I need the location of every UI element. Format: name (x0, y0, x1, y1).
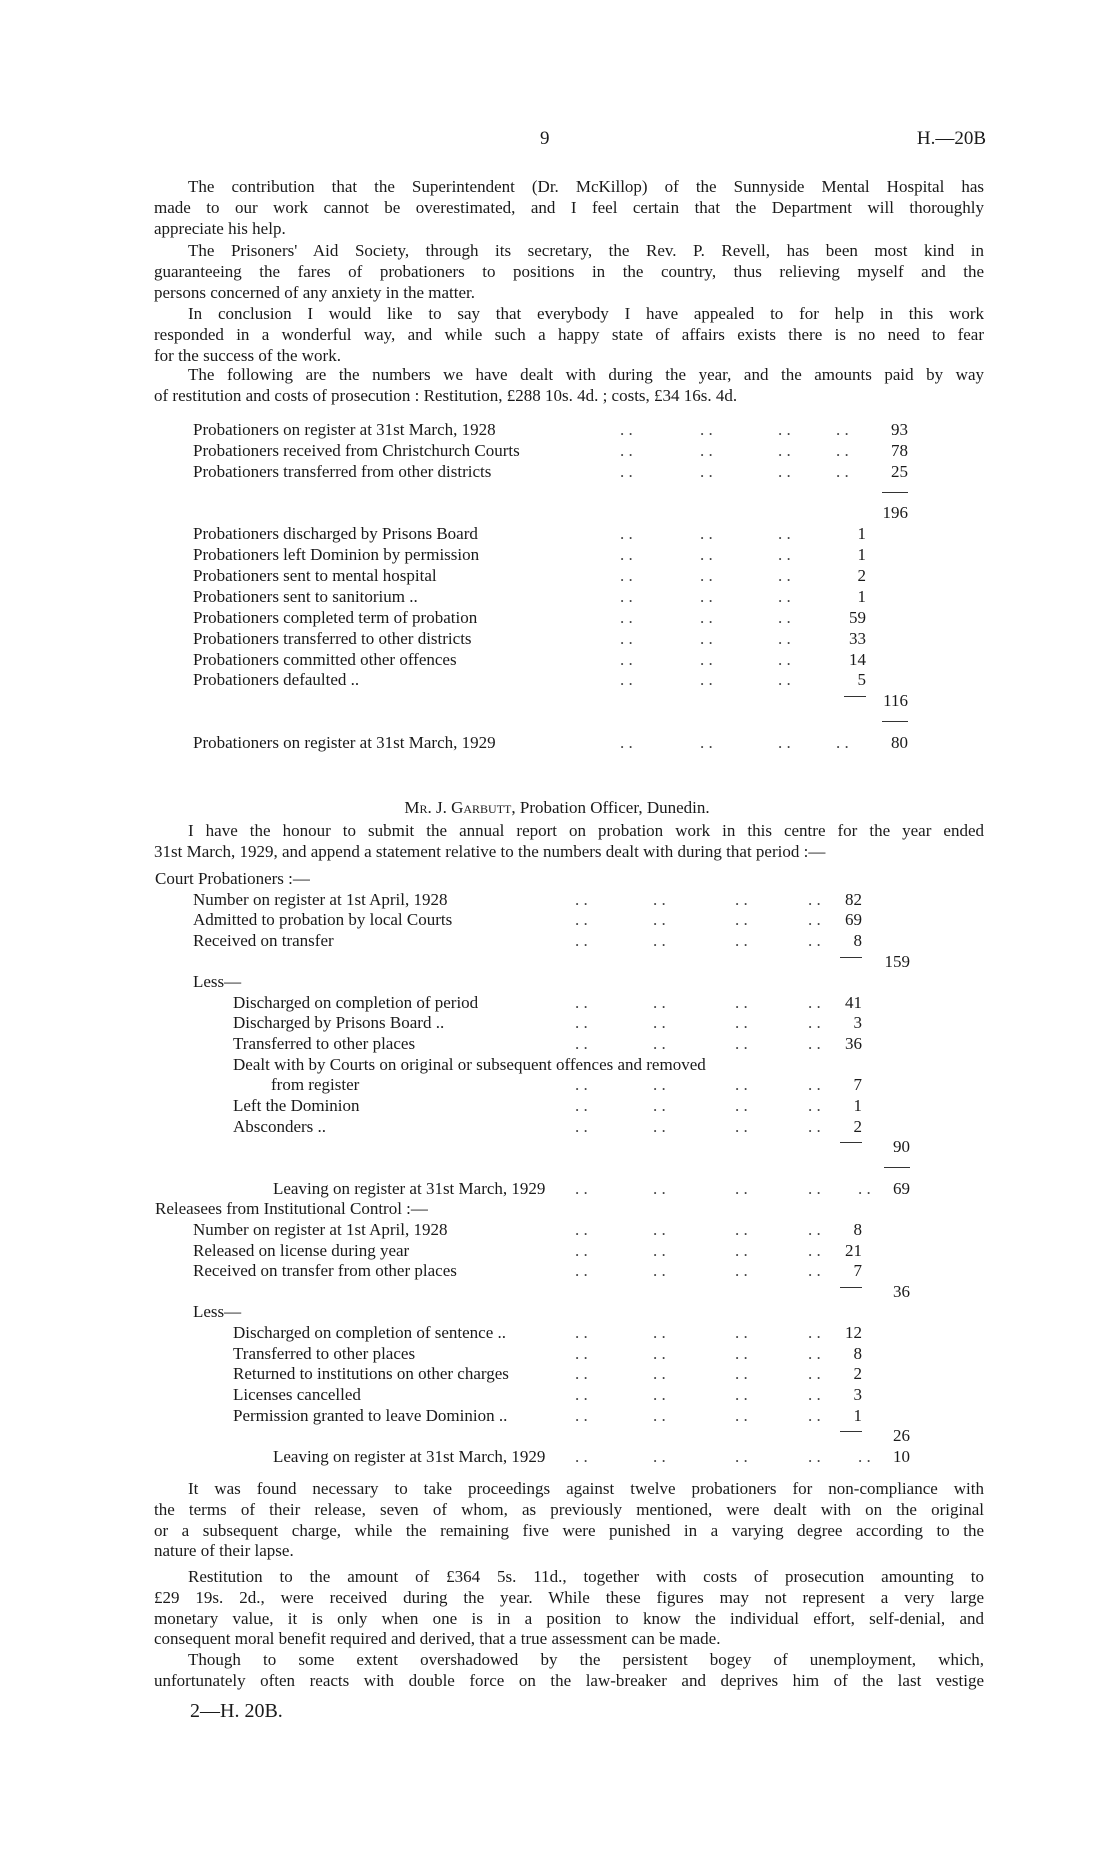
paragraph-line: responded in a wonderful way, and while such a happy state of affairs exists there is no need to fear (154, 324, 984, 344)
value-col2: 159 (884, 951, 910, 971)
table-row (0, 1074, 1114, 1095)
leader-dots: . . (653, 1096, 666, 1116)
leader-dots: . . (808, 1261, 821, 1281)
leader-dots: . . (735, 1385, 748, 1404)
value-col1: 1 (857, 545, 866, 565)
leader-dots: . . (808, 1013, 821, 1033)
leader-dots: . . (653, 1116, 666, 1136)
leader-dots: . . (575, 910, 588, 930)
row-label: Probationers completed term of probation (193, 607, 478, 627)
subtotal-dash (840, 957, 862, 958)
leader-dots: . . (735, 930, 748, 950)
leader-dots: . . (808, 1323, 821, 1343)
leader-dots: . . (575, 1034, 588, 1054)
table-row (0, 1240, 1114, 1261)
leader-dots: . . (735, 1096, 748, 1116)
table-row (0, 607, 1114, 628)
table-row (0, 419, 1114, 440)
leader-dots: . . (653, 1219, 666, 1239)
leader-dots: . . (620, 420, 633, 439)
value-col2: 36 (893, 1281, 910, 1301)
row-label: Received on transfer (193, 930, 334, 950)
leader-dots: . . (808, 1034, 821, 1054)
value-col1: 33 (849, 628, 866, 648)
subtotal-dash (840, 1142, 862, 1143)
leader-dots: . . (700, 628, 713, 648)
row-label: Less— (193, 972, 242, 992)
table-row (0, 586, 1114, 607)
table-row (0, 502, 1114, 523)
paragraph-line: made to our work cannot be overestimated, and I feel certain that the Department will thoroughly (154, 197, 984, 217)
value-col1: 1 (857, 586, 866, 606)
table-row (0, 1136, 1114, 1157)
leader-dots: . . (700, 733, 713, 753)
page-number: 9 (540, 128, 550, 149)
total-rule (882, 721, 908, 722)
value-col1: 69 (845, 910, 862, 930)
table-row (0, 1012, 1114, 1033)
total-rule (884, 1167, 910, 1168)
leader-dots: . . (575, 1219, 588, 1239)
row-label: Probationers committed other offences (193, 649, 457, 669)
leader-dots: . . (735, 1343, 748, 1363)
value-col2: 196 (882, 503, 908, 523)
value-col1: 59 (849, 607, 866, 627)
row-label: Transferred to other places (233, 1343, 416, 1363)
paragraph-line: Though to some extent overshadowed by the persistent bogey of unemployment, which, (188, 1650, 984, 1669)
value-col2: 69 (893, 1178, 910, 1198)
leader-dots: . . (700, 524, 713, 544)
leader-dots: . . (778, 545, 791, 565)
leader-dots: . . (778, 566, 791, 586)
leader-dots: . . (778, 649, 791, 669)
leader-dots: . . (575, 992, 588, 1012)
row-label: Transferred to other places (233, 1034, 416, 1054)
value-col2: 26 (893, 1426, 910, 1446)
leader-dots: . . (575, 1323, 588, 1343)
value-col1: 8 (853, 930, 862, 950)
leader-dots: . . (735, 1261, 748, 1281)
table-row (0, 1322, 1114, 1343)
leader-dots: . . (653, 930, 666, 950)
table-row (0, 951, 1114, 972)
leader-dots: . . (808, 1096, 821, 1116)
table-row (0, 1425, 1114, 1446)
leader-dots: . . (575, 1178, 588, 1198)
leader-dots: . . (778, 670, 791, 690)
leader-dots: . . (778, 607, 791, 627)
table-row (0, 992, 1114, 1013)
paragraph-line: guaranteeing the fares of probationers to positions in the country, thus relieving myself and the (154, 261, 984, 281)
leader-dots: . . (735, 1013, 748, 1033)
table-row (0, 1116, 1114, 1137)
table-row (0, 523, 1114, 544)
table-row (0, 1095, 1114, 1116)
row-label: Discharged by Prisons Board .. (233, 1013, 445, 1033)
leader-dots: . . (653, 1034, 666, 1054)
table-row (0, 1033, 1114, 1054)
leader-dots: . . (735, 1364, 748, 1384)
leader-dots: . . (620, 607, 633, 627)
paragraph-line: It was found necessary to take proceedings against twelve probationers for non-compliance with (188, 1479, 984, 1498)
table-row (0, 1198, 1114, 1219)
value-col1: 2 (853, 1364, 862, 1384)
leader-dots: . . (653, 1385, 666, 1404)
leader-dots: . . (700, 461, 713, 481)
table-row (0, 909, 1114, 930)
leader-dots: . . (653, 1013, 666, 1033)
leader-dots: . . (653, 1343, 666, 1363)
leader-dots: . . (735, 1219, 748, 1239)
value-col2: 80 (891, 733, 908, 753)
leader-dots: . . (808, 1364, 821, 1384)
row-label: Released on license during year (193, 1240, 410, 1260)
table-row (0, 1363, 1114, 1384)
leader-dots: . . (778, 524, 791, 544)
value-col1: 36 (845, 1034, 862, 1054)
leader-dots: . . (620, 545, 633, 565)
leader-dots: . . (653, 1075, 666, 1095)
value-col1: 12 (845, 1323, 862, 1343)
leader-dots: . . (575, 1096, 588, 1116)
leader-dots: . . (575, 1075, 588, 1095)
leader-dots: . . (653, 910, 666, 930)
paragraph-line: The contribution that the Superintendent (Dr. McKillop) of the Sunnyside Mental Hospital has (188, 177, 984, 196)
table-row (0, 971, 1114, 992)
leader-dots: . . (653, 1240, 666, 1260)
footer-signature: 2—H. 20B. (190, 1700, 283, 1722)
table-row (0, 628, 1114, 649)
value-col1: 8 (853, 1343, 862, 1363)
row-label: Number on register at 1st April, 1928 (193, 1219, 448, 1239)
row-label: Licenses cancelled (233, 1385, 361, 1404)
value-col1: 2 (853, 1116, 862, 1136)
leader-dots: . . (808, 930, 821, 950)
leader-dots: . . (735, 992, 748, 1012)
leader-dots: . . (735, 910, 748, 930)
paragraph-line: or a subsequent charge, while the remaining five were punished in a varying degree according to the (154, 1520, 984, 1540)
table-row (0, 1405, 1114, 1426)
value-col1: 3 (853, 1385, 862, 1404)
leader-dots: . . (735, 1178, 748, 1198)
row-label: Probationers sent to sanitorium .. (193, 586, 418, 606)
row-label: Returned to institutions on other charges (233, 1364, 509, 1384)
leader-dots: . . (858, 1446, 871, 1466)
value-col1: 14 (849, 649, 866, 669)
row-label: Court Probationers :— (155, 869, 310, 888)
leader-dots: . . (620, 586, 633, 606)
leader-dots: . . (700, 566, 713, 586)
total-rule (882, 492, 908, 493)
row-label: Probationers on register at 31st March, 1928 (193, 420, 496, 439)
leader-dots: . . (700, 607, 713, 627)
value-col1: 41 (845, 992, 862, 1012)
value-col1: 7 (853, 1075, 862, 1095)
leader-dots: . . (735, 1075, 748, 1095)
table-row (0, 1301, 1114, 1322)
table-row (0, 482, 1114, 503)
row-label: Probationers sent to mental hospital (193, 566, 437, 586)
row-label: Dealt with by Courts on original or subsequent offences and removed (233, 1054, 706, 1074)
table-row (0, 1343, 1114, 1364)
row-label: Permission granted to leave Dominion .. (233, 1405, 508, 1425)
leader-dots: . . (575, 930, 588, 950)
value-col2: 90 (893, 1137, 910, 1157)
leader-dots: . . (620, 670, 633, 690)
leader-dots: . . (700, 670, 713, 690)
table-row (0, 1157, 1114, 1178)
leader-dots: . . (575, 1405, 588, 1425)
value-col1: 1 (857, 524, 866, 544)
leader-dots: . . (575, 1385, 588, 1404)
table-row (0, 544, 1114, 565)
paragraph-line: £29 19s. 2d., were received during the year. While these figures may not represent a very large (154, 1587, 984, 1607)
row-label: Discharged on completion of period (233, 992, 479, 1012)
table-row (0, 889, 1114, 910)
value-col2: 25 (891, 461, 908, 481)
subtotal-dash (840, 1287, 862, 1288)
row-label: Releasees from Institutional Control :— (155, 1199, 428, 1219)
subtotal-dash (844, 696, 866, 697)
row-label: Number on register at 1st April, 1928 (193, 889, 448, 909)
leader-dots: . . (653, 1323, 666, 1343)
table-row (0, 649, 1114, 670)
paragraph-line: consequent moral benefit required and derived, that a true assessment can be made. (154, 1629, 721, 1649)
leader-dots: . . (808, 1178, 821, 1198)
leader-dots: . . (808, 1240, 821, 1260)
subtotal-dash (840, 1431, 862, 1432)
leader-dots: . . (778, 440, 791, 460)
leader-dots: . . (700, 440, 713, 460)
value-col1: 1 (853, 1405, 862, 1425)
table-row (0, 1446, 1114, 1467)
row-label: Leaving on register at 31st March, 1929 (273, 1178, 546, 1198)
row-label: Less— (193, 1302, 242, 1322)
paragraph-line: nature of their lapse. (154, 1541, 294, 1561)
row-label: Received on transfer from other places (193, 1261, 457, 1281)
leader-dots: . . (735, 1405, 748, 1425)
table-row (0, 565, 1114, 586)
leader-dots: . . (836, 733, 849, 753)
leader-dots: . . (735, 1323, 748, 1343)
value-col2: 78 (891, 440, 908, 460)
value-col2: 116 (883, 691, 908, 711)
table-row (0, 1281, 1114, 1302)
table-row (0, 868, 1114, 889)
table-row (0, 1219, 1114, 1240)
row-label: Probationers transferred from other districts (193, 461, 492, 481)
row-label: Probationers received from Christchurch Courts (193, 440, 520, 460)
leader-dots: . . (653, 889, 666, 909)
paragraph-line: monetary value, it is only when one is in a position to know the individual effort, self-denial, and (154, 1608, 984, 1628)
table-row (0, 1054, 1114, 1075)
paragraph-line: The following are the numbers we have dealt with during the year, and the amounts paid by way (188, 365, 984, 384)
row-label: Discharged on completion of sentence .. (233, 1323, 507, 1343)
row-label: Probationers discharged by Prisons Board (193, 524, 478, 544)
value-col2: 93 (891, 420, 908, 439)
leader-dots: . . (808, 1219, 821, 1239)
leader-dots: . . (575, 1364, 588, 1384)
value-col1: 8 (853, 1219, 862, 1239)
leader-dots: . . (858, 1178, 871, 1198)
leader-dots: . . (836, 461, 849, 481)
table-row (0, 930, 1114, 951)
leader-dots: . . (575, 1240, 588, 1260)
leader-dots: . . (653, 992, 666, 1012)
paragraph-line: appreciate his help. (154, 218, 286, 238)
leader-dots: . . (808, 889, 821, 909)
leader-dots: . . (620, 440, 633, 460)
value-col1: 2 (857, 566, 866, 586)
table-row (0, 461, 1114, 482)
value-col1: 7 (853, 1261, 862, 1281)
leader-dots: . . (836, 420, 849, 439)
row-label: Leaving on register at 31st March, 1929 (273, 1446, 546, 1466)
paragraph-line: Restitution to the amount of £364 5s. 11d., together with costs of prosecution amounting to (188, 1567, 984, 1586)
paragraph-line: of restitution and costs of prosecution : Restitution, £288 10s. 4d. ; costs, £34 16s. 4d. (154, 385, 738, 405)
table-row (0, 440, 1114, 461)
leader-dots: . . (653, 1261, 666, 1281)
leader-dots: . . (700, 545, 713, 565)
paragraph-line: the terms of their release, seven of whom, as previously mentioned, were dealt with on the original (154, 1499, 984, 1519)
leader-dots: . . (735, 1240, 748, 1260)
paragraph-line: I have the honour to submit the annual report on probation work in this centre for the year ended (188, 821, 984, 840)
leader-dots: . . (836, 440, 849, 460)
leader-dots: . . (735, 889, 748, 909)
leader-dots: . . (620, 628, 633, 648)
value-col1: 21 (845, 1240, 862, 1260)
value-col2: 10 (893, 1446, 910, 1466)
leader-dots: . . (700, 420, 713, 439)
table-row (0, 690, 1114, 711)
leader-dots: . . (808, 992, 821, 1012)
value-col1: 1 (853, 1096, 862, 1116)
table-row (0, 732, 1114, 753)
leader-dots: . . (778, 628, 791, 648)
table-row (0, 1178, 1114, 1199)
leader-dots: . . (653, 1364, 666, 1384)
value-col1: 3 (853, 1013, 862, 1033)
paragraph-line: In conclusion I would like to say that everybody I have appealed to for help in this work (188, 304, 984, 323)
leader-dots: . . (620, 733, 633, 753)
leader-dots: . . (653, 1405, 666, 1425)
row-label: Admitted to probation by local Courts (193, 910, 453, 930)
leader-dots: . . (808, 1405, 821, 1425)
paragraph-line: 31st March, 1929, and append a statement relative to the numbers dealt with during that period :— (154, 841, 826, 861)
row-label: Probationers defaulted .. (193, 670, 360, 690)
leader-dots: . . (778, 733, 791, 753)
row-label: Probationers left Dominion by permission (193, 545, 480, 565)
officer-name: Mr. J. Garbutt (404, 798, 512, 817)
leader-dots: . . (735, 1034, 748, 1054)
table-row (0, 1260, 1114, 1281)
value-col1: 82 (845, 889, 862, 909)
leader-dots: . . (575, 1446, 588, 1466)
leader-dots: . . (778, 461, 791, 481)
leader-dots: . . (575, 889, 588, 909)
row-label: Left the Dominion (233, 1096, 360, 1116)
leader-dots: . . (808, 1343, 821, 1363)
paragraph-line: The Prisoners' Aid Society, through its secretary, the Rev. P. Revell, has been most kind in (188, 241, 984, 260)
leader-dots: . . (808, 1385, 821, 1404)
leader-dots: . . (808, 1116, 821, 1136)
leader-dots: . . (620, 524, 633, 544)
leader-dots: . . (808, 1446, 821, 1466)
leader-dots: . . (575, 1343, 588, 1363)
leader-dots: . . (620, 461, 633, 481)
leader-dots: . . (620, 649, 633, 669)
row-label: from register (271, 1075, 360, 1095)
leader-dots: . . (620, 566, 633, 586)
leader-dots: . . (778, 420, 791, 439)
paragraph-line: for the success of the work. (154, 345, 341, 365)
table-row (0, 669, 1114, 690)
table-row (0, 1384, 1114, 1405)
officer-title: , Probation Officer, Dunedin. (511, 798, 710, 817)
document-code: H.—20B (916, 128, 986, 149)
row-label: Probationers transferred to other districts (193, 628, 472, 648)
leader-dots: . . (575, 1013, 588, 1033)
leader-dots: . . (735, 1116, 748, 1136)
leader-dots: . . (653, 1178, 666, 1198)
leader-dots: . . (575, 1116, 588, 1136)
leader-dots: . . (575, 1261, 588, 1281)
section-heading (0, 798, 1114, 818)
paragraph-line: persons concerned of any anxiety in the matter. (154, 282, 475, 302)
value-col1: 5 (857, 670, 866, 690)
table-row (0, 711, 1114, 732)
row-label: Probationers on register at 31st March, 1929 (193, 733, 496, 753)
leader-dots: . . (700, 586, 713, 606)
paragraph-line: unfortunately often reacts with double force on the law-breaker and deprives him of the last vestige (154, 1670, 984, 1690)
leader-dots: . . (808, 1075, 821, 1095)
leader-dots: . . (700, 649, 713, 669)
leader-dots: . . (653, 1446, 666, 1466)
leader-dots: . . (808, 910, 821, 930)
row-label: Absconders .. (233, 1116, 327, 1136)
leader-dots: . . (778, 586, 791, 606)
leader-dots: . . (735, 1446, 748, 1466)
